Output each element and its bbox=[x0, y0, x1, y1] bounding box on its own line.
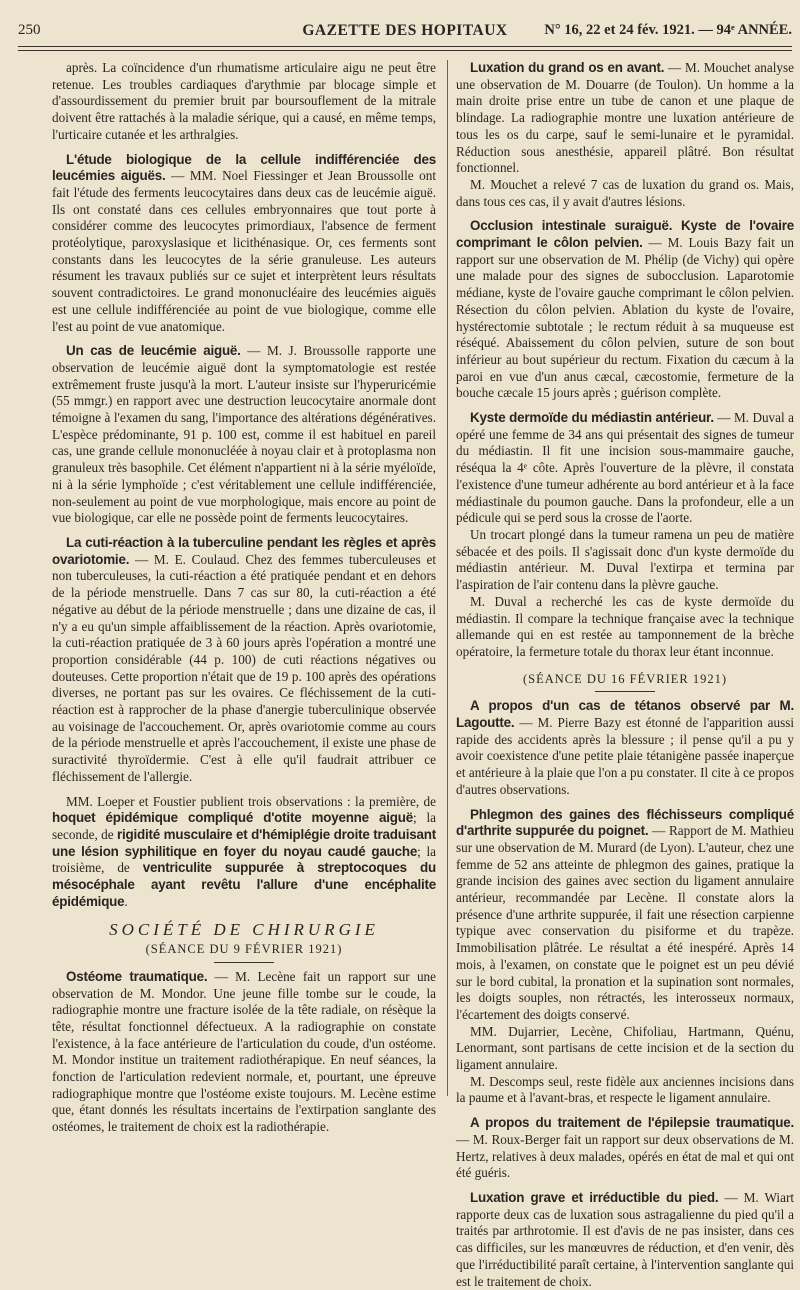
article-heading: Phlegmon des gaines des fléchisseurs compliqué d'arthrite suppurée du poignet. bbox=[456, 806, 794, 839]
article-body-continued: MM. Dujarrier, Lecène, Chifoliau, Hartmann, Quénu, Lenormant, sont partisans de cette incision et de la section du ligament annulaire. bbox=[456, 1023, 794, 1073]
session-date: (SÉANCE DU 16 FÉVRIER 1921) bbox=[522, 671, 728, 686]
article-body: ; la troisième, de bbox=[52, 843, 437, 876]
article-body: — M. Lecène fait un rapport sur une observation de M. Mondor. Une jeune fille tombe sur le coude, la radiographie montre une fracture isolée de la tête radiale, on résèque la tête, résultat fonctionnel défectueux. A la radiographie on constate l'existence, à la face antérieure de l'articulation du coude, d'un ostéome. M. Mondor institue un traitement radiothérapique. En neuf séances, la fonction de l'articulation redevient normale, et, pourtant, une épreuve radiographique montre que l'ostéome existe toujours. M. Lecène estime que, étant donnés les résultats incertains de l'extirpation sanglante des ostéomes, le traitement de choix est la radiothérapie. bbox=[52, 968, 436, 1135]
article-cuti-reaction bbox=[52, 535, 436, 786]
right-column bbox=[456, 60, 795, 1289]
article-body: — M. Louis Bazy fait un rapport sur une observation de M. Phélip (de Vichy) qui opère une malade pour des signes de subocclusion. Laparotomie médiane, kyste de l'ovaire gauche comprimant le côlon pelvien. Résection du côlon pelvien. Ablation du kyste de l'ovaire, hystérectomie subtotale ; le rectum réduit à sa muqueuse est réséqué. Abaissement du côlon pelvien, suture de son bout inférieur au bout supérieur du rectum. Fixation du cæcum à la paroi en vue d'un anus cæcal, cæcostomie, fermeture de la bouche cæcale 15 jours après ; guérison complète. bbox=[456, 235, 795, 401]
section-rule bbox=[214, 962, 274, 963]
left-column bbox=[52, 60, 437, 1135]
header-rule-thin bbox=[18, 50, 792, 51]
journal-title: GAZETTE DES HOPITAUX bbox=[302, 22, 508, 39]
article-body: — M. Mouchet analyse une observation de M. Douarre (de Toulon). Un homme a la main droite prise entre un tube de canon et une plaque de blindage. La radiographie montre une luxation antérieure de tous les os du carpe, sauf le semi-lunaire et le pyramidal. Réduction sous anesthésie, appareil plâtré. Bon résultat fonctionnel. bbox=[456, 60, 794, 176]
article-heading: Luxation du grand os en avant. bbox=[470, 60, 665, 75]
article-body: — Rapport de M. Mathieu sur une observation de M. Murard (de Lyon). L'auteur, chez une femme de 52 ans atteinte de phlegmon des gaines, pratique la grande incision des gaines avec section du ligament annulaire antérieur, recommandée par Lecène. Il constate alors la présence d'une arthrite suppurée, il fait une résection carpienne typique avec conservation du pisiforme et du trapèze. Immobilisation plâtrée. Le résultat a été inespéré. Après 14 mois, à l'examen, on constate que le poignet est un peu dévié sur le bord cubital, la pronation et la supination sont normales, les doigts souples, non rétractés, les interosseux normaux, l'écartement des doigts conservé. bbox=[456, 823, 795, 1022]
continued-paragraph: après. La coïncidence d'un rhumatisme articulaire aigu ne peut être retenue. Les troubles cardiaques d'arythmie par blocage simple et d'assourdissement du premier bruit par boursouflement de la mitrale doivent être rattachés à la maladie sérique, qui a causé, en même temps, l'urticaire cutanée et les arthralgies. bbox=[52, 60, 436, 142]
article-body: MM. Loeper et Foustier publient trois observations : la première, de bbox=[66, 793, 436, 809]
page-header bbox=[18, 22, 792, 44]
section-rule bbox=[595, 691, 655, 692]
article-heading: A propos d'un cas de tétanos observé par M. Lagoutte. bbox=[456, 698, 794, 731]
header-rule bbox=[18, 46, 792, 47]
session-date: (SÉANCE DU 9 FÉVRIER 1921) bbox=[145, 942, 343, 957]
article-body-continued: M. Duval a recherché les cas de kyste dermoïde du médiastin. Il compare la technique française avec la technique allemande qui en est restée au tamponnement de la brèche opératoire, la fermeture totale du thorax leur étant inconnue. bbox=[456, 593, 794, 659]
inline-heading: ventriculite suppurée à streptocoques du mésocéphale ayant revêtu l'allure d'une encéphalite épidémique bbox=[52, 860, 436, 909]
article-heading: Occlusion intestinale suraiguë. Kyste de l'ovaire comprimant le côlon pelvien. bbox=[456, 218, 794, 251]
article-body: — MM. Noel Fiessinger et Jean Broussolle ont fait l'étude des ferments leucocytaires dans deux cas de leucémie aiguë. Ils ont constaté dans ces cellules embryonnaires que tout porte à considérer comme des leucocytes primordiaux, l'absence de ferment protéolytique, paroxyslasique et licithénasique. Or, ces ferments sont constants dans les leucocytes de la série granuleuse. Les auteurs résument les travaux publiés sur ce sujet et interprètent leurs résultats souvent contradictoires. Le grand mononucléaire des leucémies aiguës est une cellule indifférenciée au point de vue biologique, comme elle l'est au point de vue anatomique. bbox=[52, 168, 436, 334]
article-body-continued: M. Mouchet a relevé 7 cas de luxation du grand os. Mais, dans tous ces cas, il y avait d'autres lésions. bbox=[456, 176, 794, 209]
article-body-continued: Un trocart plongé dans la tumeur ramena un peu de matière sébacée et des poils. Il s'agissait donc d'un kyste dermoïde du médiastin antérieur. M. Duval l'extirpa et termina par l'aspiration de l'air contenu dans la plèvre gauche. bbox=[456, 526, 794, 593]
article-heading: L'étude biologique de la cellule indifférenciée des leucémies aiguës. bbox=[52, 151, 436, 184]
article-body: — M. E. Coulaud. Chez des femmes tuberculeuses et non tuberculeuses, la cuti-réaction a été pratiquée pendant et en dehors de la période menstruelle. Dans 7 cas sur 80, la cuti-réaction a été négative au début de la période menstruelle ; dans une dizaine de cas, il n'y a eu qu'un simple affaiblissement de la réaction. Après ovariotomie, la cuti-réaction pratiquée de 3 à 60 jours après l'opération a montré une proportion considérable (44 p. 100) de cuti réactions négatives ou douteuses. Cette proportion n'était que de 19 p. 100 après des opérations diverses, ne portant pas sur les ovaires. Ce fléchissement de la cuti-réaction est à rapprocher de la phase d'anergie tuberculinique observée au voisinage de l'accouchement. Or, après ovariotomie comme au cours de la période menstruelle et après l'accouchement, il existe une phase de suractivité thyroïdermie. C'est à elle qu'il faudrait attribuer ce fléchissement de l'allergie. bbox=[52, 551, 436, 784]
column-divider bbox=[447, 60, 448, 1096]
article-tetanos bbox=[456, 698, 794, 798]
article-body: — M. Wiart rapporte deux cas de luxation sous astragalienne du pied qu'il a traités par arthrotomie. Il est d'avis de ne pas insister, dans ces cas difficiles, sur les manœuvres de réduction, et d'en venir, dès que l'irréductibilité paraît certaine, à l'intervention sanglante qui est le traitement de choix. bbox=[456, 1190, 794, 1289]
article-body: ; la seconde, de bbox=[52, 810, 437, 842]
article-body: — M. J. Broussolle rapporte une observation de leucémie aiguë dont la symptomatologie est restée extrêmement fruste jusqu'à la mort. L'auteur insiste sur l'hyperuricémie (55 mmgr.) en rapport avec une destruction leucocytaire anormale dont témoigne à l'examen du sang, l'importance des altérations dégénératives. L'espèce prédominante, 91 p. 100 est, comme il est habituel en pareil cas, une grande cellule mononucléée à noyau clair et à protoplasma non granuleux très basophile. Cet élément n'appartient ni à la série myéloïde, ni à la série lymphoïde ; c'est véritablement une cellule indifférenciée, non-seulement au point de vue morphologique, mais encore au point de vue biologique, car elle ne possède point de ferments leucocytaires. bbox=[52, 343, 436, 526]
article-heading: Kyste dermoïde du médiastin antérieur. bbox=[470, 410, 714, 426]
issue-info: N° 16, 22 et 24 fév. 1921. — 94ᵉ ANNÉE. bbox=[544, 22, 792, 38]
inline-heading: hoquet épidémique compliqué d'otite moyenne aiguë bbox=[52, 810, 413, 826]
article-loeper-foustier bbox=[52, 794, 436, 911]
article-heading: Luxation grave et irréductible du pied. bbox=[470, 1190, 719, 1205]
article-body-continued: M. Descomps seul, reste fidèle aux anciennes incisions dans la paume et à l'avant-bras, et respecte le ligament annulaire. bbox=[456, 1073, 794, 1106]
article-leucemie-biologie bbox=[52, 152, 436, 336]
article-luxation-pied bbox=[456, 1190, 794, 1290]
article-kyste-dermoide bbox=[456, 410, 794, 527]
article-body: — M. Pierre Bazy est étonné de l'apparition aussi rapide des accidents après la blessure ; il pense qu'il a pu y avoir coexistence d'une petite plaie tétanigène passée inaperçue et antérieure à la plaie que l'on a pu constater. Il cite à ce propos d'autres observations. bbox=[456, 715, 794, 797]
article-leucemie-aigue bbox=[52, 343, 436, 527]
page-number: 250 bbox=[18, 22, 41, 38]
article-heading: La cuti-réaction à la tuberculine pendant les règles et après ovariotomie. bbox=[52, 534, 436, 567]
article-heading: Un cas de leucémie aiguë. bbox=[66, 343, 241, 359]
article-body: — M. Duval a opéré une femme de 34 ans qui présentait des signes de tumeur du médiastin. Il fit une incision sous-mammaire gauche, réséqua la 4ᵉ côte. Après l'ouverture de la plèvre, il constata l'existence d'une tumeur adhérente au bord antérieur et à la face médiastinale du poumon gauche. Dans la profondeur, elle a un pédicule qui se perd sous la crosse de l'aorte. bbox=[456, 410, 794, 526]
article-epilepsie bbox=[456, 1115, 794, 1182]
society-title: SOCIÉTÉ DE CHIRURGIE bbox=[109, 920, 379, 940]
article-occlusion bbox=[456, 218, 794, 402]
article-body: — M. Roux-Berger fait un rapport sur deux observations de M. Hertz, relatives à deux malades, opérés en état de mal et qui ont été guéris. bbox=[456, 1131, 794, 1181]
article-luxation-grand-os bbox=[456, 60, 794, 177]
article-heading: A propos du traitement de l'épilepsie traumatique. bbox=[470, 1115, 794, 1131]
article-osteome bbox=[52, 969, 436, 1136]
article-phlegmon bbox=[456, 807, 794, 1024]
inline-heading: rigidité musculaire et d'hémiplégie droite traduisant une lésion syphilitique en foyer du noyau caudé gauche bbox=[52, 826, 436, 859]
article-body: . bbox=[124, 893, 128, 909]
article-heading: Ostéome traumatique. bbox=[66, 968, 208, 984]
